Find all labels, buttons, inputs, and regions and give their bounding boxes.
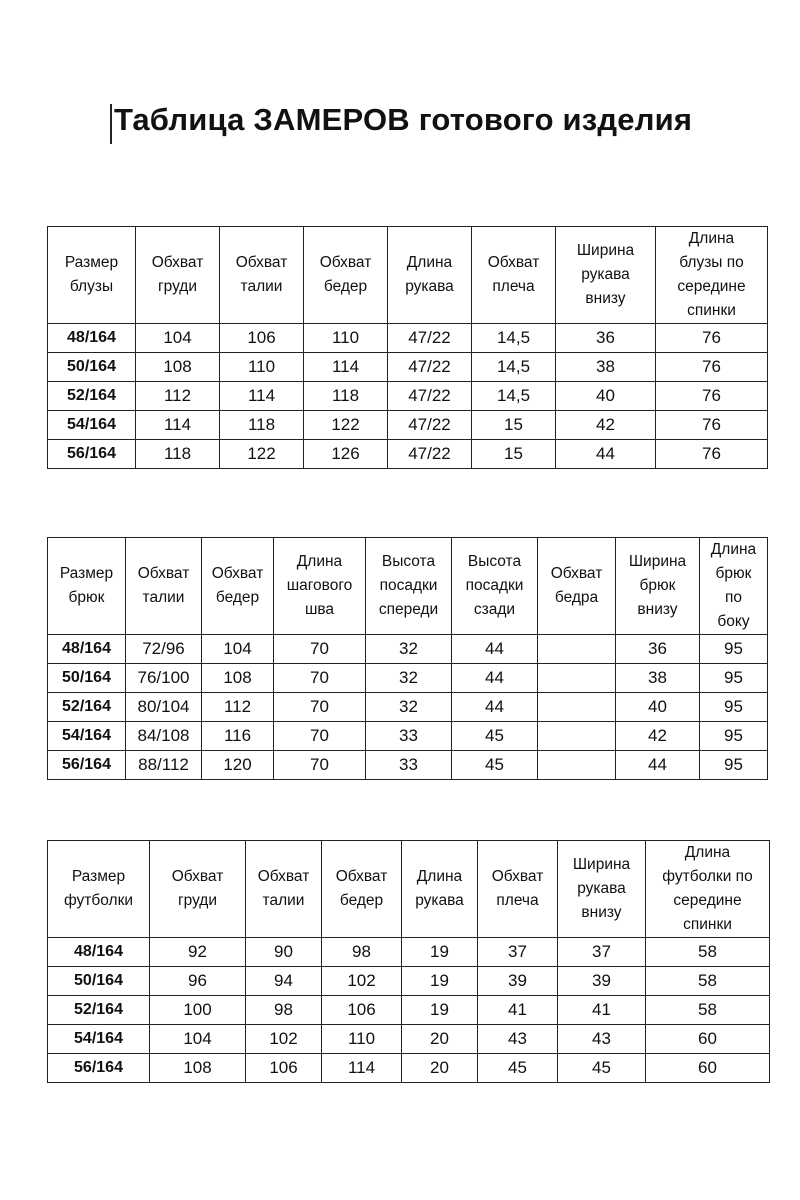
value-cell: 96 xyxy=(150,967,246,996)
value-cell: 40 xyxy=(616,693,700,722)
column-header-line: Длина xyxy=(406,254,453,271)
value-cell: 102 xyxy=(322,967,402,996)
column-header xyxy=(646,841,770,938)
table-row xyxy=(48,353,768,382)
column-header-line: Обхват xyxy=(319,254,372,271)
value-cell: 14,5 xyxy=(472,324,556,353)
value-cell: 95 xyxy=(700,664,768,693)
column-header xyxy=(366,538,452,635)
trousers-size-table xyxy=(47,537,768,780)
size-cell: 52/164 xyxy=(48,382,136,411)
value-cell: 44 xyxy=(452,664,538,693)
value-cell: 58 xyxy=(646,967,770,996)
column-header xyxy=(48,227,136,324)
size-cell: 48/164 xyxy=(48,635,126,664)
value-cell: 118 xyxy=(304,382,388,411)
value-cell: 94 xyxy=(246,967,322,996)
value-cell: 122 xyxy=(220,440,304,469)
column-header-line: Ширина xyxy=(572,856,631,873)
value-cell: 47/22 xyxy=(388,411,472,440)
size-cell: 52/164 xyxy=(48,996,150,1025)
column-header-line: груди xyxy=(157,278,198,295)
value-cell: 122 xyxy=(304,411,388,440)
value-cell: 19 xyxy=(402,938,478,967)
column-header xyxy=(478,841,558,938)
table-row xyxy=(48,440,768,469)
table-row xyxy=(48,324,768,353)
value-cell: 14,5 xyxy=(472,353,556,382)
column-header-line: бедер xyxy=(215,589,260,606)
value-cell xyxy=(538,722,616,751)
value-cell: 45 xyxy=(452,722,538,751)
value-cell: 33 xyxy=(366,751,452,780)
column-header-line: рукава xyxy=(577,880,626,897)
column-header-line: футболки по xyxy=(662,868,753,885)
value-cell: 47/22 xyxy=(388,440,472,469)
value-cell: 95 xyxy=(700,722,768,751)
value-cell: 42 xyxy=(616,722,700,751)
size-cell: 54/164 xyxy=(48,722,126,751)
value-cell: 41 xyxy=(558,996,646,1025)
column-header-line: Ширина xyxy=(576,242,635,259)
value-cell: 44 xyxy=(616,751,700,780)
size-cell: 52/164 xyxy=(48,693,126,722)
value-cell: 110 xyxy=(220,353,304,382)
value-cell: 70 xyxy=(274,722,366,751)
value-cell: 38 xyxy=(556,353,656,382)
column-header-line: Обхват xyxy=(137,565,190,582)
value-cell xyxy=(538,751,616,780)
value-cell: 36 xyxy=(556,324,656,353)
value-cell xyxy=(538,693,616,722)
size-cell: 56/164 xyxy=(48,751,126,780)
column-header-line: рукава xyxy=(415,892,464,909)
value-cell: 33 xyxy=(366,722,452,751)
value-cell: 19 xyxy=(402,996,478,1025)
value-cell: 112 xyxy=(202,693,274,722)
value-cell: 110 xyxy=(304,324,388,353)
value-cell: 76/100 xyxy=(126,664,202,693)
column-header-line: талии xyxy=(142,589,185,606)
size-cell: 56/164 xyxy=(48,440,136,469)
value-cell: 44 xyxy=(452,693,538,722)
value-cell: 98 xyxy=(246,996,322,1025)
value-cell: 76 xyxy=(656,411,768,440)
column-header xyxy=(538,538,616,635)
value-cell: 70 xyxy=(274,664,366,693)
column-header-line: груди xyxy=(177,892,218,909)
value-cell: 58 xyxy=(646,938,770,967)
column-header-line: Обхват xyxy=(257,868,310,885)
value-cell: 116 xyxy=(202,722,274,751)
column-header-line: блузы xyxy=(69,278,114,295)
value-cell xyxy=(538,664,616,693)
column-header xyxy=(472,227,556,324)
column-header-line: Обхват xyxy=(487,254,540,271)
column-header-line: плеча xyxy=(496,892,539,909)
column-header xyxy=(656,227,768,324)
value-cell: 76 xyxy=(656,353,768,382)
column-header-line: Обхват xyxy=(491,868,544,885)
value-cell: 43 xyxy=(558,1025,646,1054)
value-cell: 41 xyxy=(478,996,558,1025)
column-header-line: Длина xyxy=(684,844,731,861)
size-cell: 48/164 xyxy=(48,324,136,353)
value-cell: 15 xyxy=(472,440,556,469)
column-header-line: середине xyxy=(677,278,746,295)
column-header-line: по xyxy=(724,589,742,606)
value-cell: 106 xyxy=(220,324,304,353)
column-header-line: середине xyxy=(673,892,742,909)
table-row xyxy=(48,751,768,780)
column-header xyxy=(700,538,768,635)
value-cell: 108 xyxy=(150,1054,246,1083)
column-header xyxy=(220,227,304,324)
column-header-line: сзади xyxy=(473,601,516,618)
value-cell: 114 xyxy=(220,382,304,411)
value-cell: 32 xyxy=(366,693,452,722)
column-header-line: посадки xyxy=(379,577,438,594)
column-header xyxy=(304,227,388,324)
value-cell: 20 xyxy=(402,1025,478,1054)
column-header-line: Размер xyxy=(71,868,126,885)
column-header-line: Ширина xyxy=(628,553,687,570)
table-row xyxy=(48,938,770,967)
column-header-line: брюк xyxy=(639,577,676,594)
column-header-line: Обхват xyxy=(235,254,288,271)
column-header-line: блузы по xyxy=(679,254,744,271)
value-cell: 100 xyxy=(150,996,246,1025)
value-cell: 106 xyxy=(322,996,402,1025)
column-header-line: внизу xyxy=(581,904,622,921)
column-header-line: шагового xyxy=(286,577,353,594)
column-header xyxy=(274,538,366,635)
table-row xyxy=(48,411,768,440)
value-cell: 95 xyxy=(700,751,768,780)
value-cell: 60 xyxy=(646,1025,770,1054)
value-cell: 32 xyxy=(366,635,452,664)
text-cursor xyxy=(110,104,112,144)
column-header-line: Размер xyxy=(64,254,119,271)
value-cell: 43 xyxy=(478,1025,558,1054)
header-row xyxy=(48,538,768,635)
tshirt-size-table xyxy=(47,840,770,1083)
column-header-line: Длина xyxy=(710,541,757,558)
table-row xyxy=(48,664,768,693)
table-row xyxy=(48,722,768,751)
column-header xyxy=(48,841,150,938)
column-header-line: Обхват xyxy=(335,868,388,885)
column-header-line: Длина xyxy=(296,553,343,570)
table-row xyxy=(48,1054,770,1083)
table-row xyxy=(48,1025,770,1054)
value-cell: 39 xyxy=(558,967,646,996)
column-header-line: спинки xyxy=(683,916,732,933)
value-cell: 95 xyxy=(700,693,768,722)
value-cell: 37 xyxy=(478,938,558,967)
column-header xyxy=(558,841,646,938)
value-cell: 45 xyxy=(452,751,538,780)
table-row xyxy=(48,382,768,411)
value-cell: 80/104 xyxy=(126,693,202,722)
table-row xyxy=(48,967,770,996)
column-header-line: спинки xyxy=(687,302,736,319)
value-cell: 70 xyxy=(274,751,366,780)
header-row xyxy=(48,841,770,938)
column-header-line: бедер xyxy=(323,278,368,295)
size-cell: 56/164 xyxy=(48,1054,150,1083)
page-title: Таблица ЗАМЕРОВ готового изделия xyxy=(114,102,693,137)
value-cell: 126 xyxy=(304,440,388,469)
value-cell: 108 xyxy=(136,353,220,382)
column-header xyxy=(452,538,538,635)
value-cell: 44 xyxy=(556,440,656,469)
column-header-line: бедра xyxy=(554,589,599,606)
value-cell: 39 xyxy=(478,967,558,996)
value-cell: 98 xyxy=(322,938,402,967)
value-cell: 104 xyxy=(150,1025,246,1054)
size-cell: 50/164 xyxy=(48,967,150,996)
column-header xyxy=(202,538,274,635)
column-header-line: шва xyxy=(304,601,335,618)
size-cell: 54/164 xyxy=(48,1025,150,1054)
value-cell: 88/112 xyxy=(126,751,202,780)
value-cell: 112 xyxy=(136,382,220,411)
column-header-line: талии xyxy=(240,278,283,295)
value-cell xyxy=(538,635,616,664)
value-cell: 118 xyxy=(136,440,220,469)
column-header-line: Обхват xyxy=(550,565,603,582)
value-cell: 90 xyxy=(246,938,322,967)
column-header-line: Обхват xyxy=(211,565,264,582)
value-cell: 70 xyxy=(274,635,366,664)
column-header-line: рукава xyxy=(405,278,454,295)
value-cell: 45 xyxy=(478,1054,558,1083)
value-cell: 19 xyxy=(402,967,478,996)
value-cell: 70 xyxy=(274,693,366,722)
size-cell: 48/164 xyxy=(48,938,150,967)
value-cell: 84/108 xyxy=(126,722,202,751)
table-row xyxy=(48,635,768,664)
value-cell: 32 xyxy=(366,664,452,693)
value-cell: 108 xyxy=(202,664,274,693)
value-cell: 114 xyxy=(304,353,388,382)
column-header-line: брюк xyxy=(68,589,105,606)
column-header-line: талии xyxy=(262,892,305,909)
column-header-line: внизу xyxy=(637,601,678,618)
value-cell: 110 xyxy=(322,1025,402,1054)
column-header xyxy=(388,227,472,324)
value-cell: 47/22 xyxy=(388,353,472,382)
value-cell: 114 xyxy=(322,1054,402,1083)
value-cell: 76 xyxy=(656,440,768,469)
value-cell: 60 xyxy=(646,1054,770,1083)
value-cell: 76 xyxy=(656,382,768,411)
column-header-line: плеча xyxy=(492,278,535,295)
value-cell: 45 xyxy=(558,1054,646,1083)
column-header-line: Длина xyxy=(416,868,463,885)
size-cell: 50/164 xyxy=(48,664,126,693)
column-header-line: внизу xyxy=(585,290,626,307)
column-header xyxy=(616,538,700,635)
value-cell: 118 xyxy=(220,411,304,440)
column-header-line: Длина xyxy=(688,230,735,247)
value-cell: 15 xyxy=(472,411,556,440)
column-header-line: спереди xyxy=(378,601,439,618)
value-cell: 37 xyxy=(558,938,646,967)
blouse-size-table xyxy=(47,226,768,469)
size-cell: 54/164 xyxy=(48,411,136,440)
column-header-line: Обхват xyxy=(151,254,204,271)
value-cell: 114 xyxy=(136,411,220,440)
value-cell: 102 xyxy=(246,1025,322,1054)
column-header-line: Размер xyxy=(59,565,114,582)
column-header-line: Высота xyxy=(381,553,436,570)
value-cell: 42 xyxy=(556,411,656,440)
value-cell: 58 xyxy=(646,996,770,1025)
value-cell: 95 xyxy=(700,635,768,664)
column-header-line: футболки xyxy=(63,892,134,909)
column-header-line: рукава xyxy=(581,266,630,283)
value-cell: 104 xyxy=(136,324,220,353)
column-header xyxy=(246,841,322,938)
column-header-line: бедер xyxy=(339,892,384,909)
column-header xyxy=(322,841,402,938)
value-cell: 92 xyxy=(150,938,246,967)
column-header-line: боку xyxy=(717,613,750,630)
column-header-line: брюк xyxy=(715,565,752,582)
column-header xyxy=(136,227,220,324)
column-header-line: Высота xyxy=(467,553,522,570)
table-row xyxy=(48,996,770,1025)
column-header xyxy=(402,841,478,938)
value-cell: 76 xyxy=(656,324,768,353)
value-cell: 36 xyxy=(616,635,700,664)
column-header xyxy=(556,227,656,324)
column-header xyxy=(48,538,126,635)
column-header xyxy=(126,538,202,635)
value-cell: 44 xyxy=(452,635,538,664)
value-cell: 47/22 xyxy=(388,382,472,411)
column-header xyxy=(150,841,246,938)
column-header-line: Обхват xyxy=(171,868,224,885)
value-cell: 120 xyxy=(202,751,274,780)
column-header-line: посадки xyxy=(465,577,524,594)
header-row xyxy=(48,227,768,324)
value-cell: 72/96 xyxy=(126,635,202,664)
value-cell: 104 xyxy=(202,635,274,664)
value-cell: 106 xyxy=(246,1054,322,1083)
value-cell: 14,5 xyxy=(472,382,556,411)
value-cell: 38 xyxy=(616,664,700,693)
value-cell: 40 xyxy=(556,382,656,411)
value-cell: 47/22 xyxy=(388,324,472,353)
size-cell: 50/164 xyxy=(48,353,136,382)
table-row xyxy=(48,693,768,722)
value-cell: 20 xyxy=(402,1054,478,1083)
